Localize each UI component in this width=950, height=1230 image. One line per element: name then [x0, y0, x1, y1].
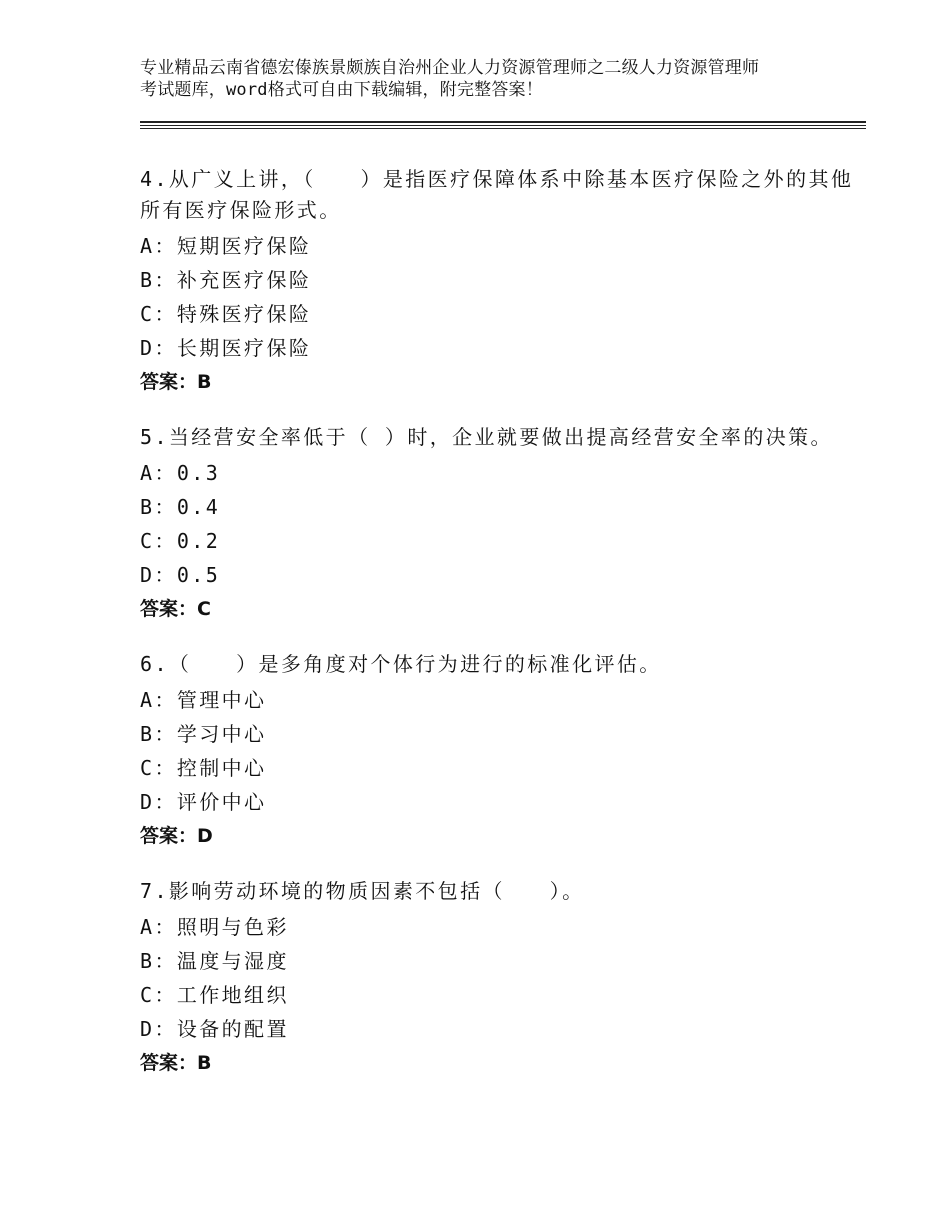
- header-divider-thick: [140, 121, 866, 123]
- option-c: C：控制中心: [140, 756, 267, 780]
- option-c: C：特殊医疗保险: [140, 302, 312, 326]
- option-d: D：长期医疗保险: [140, 336, 312, 360]
- option-c: C：工作地组织: [140, 983, 289, 1007]
- header-line-2: 考试题库，word格式可自由下载编辑，附完整答案！: [140, 80, 543, 100]
- question-6: [140, 649, 866, 853]
- answer-label: 答案：B: [140, 1052, 212, 1074]
- question-4: [140, 164, 866, 399]
- option-a: A：照明与色彩: [140, 915, 289, 939]
- question-stem: 6.（ ）是多角度对个体行为进行的标准化评估。: [140, 652, 662, 676]
- question-7: [140, 876, 866, 1080]
- question-stem: 4.从广义上讲，（ ）是指医疗保障体系中除基本医疗保险之外的其他所有医疗保险形式。: [140, 167, 854, 222]
- option-d: D：0.5: [140, 563, 221, 587]
- answer-label: 答案：C: [140, 598, 211, 620]
- option-b: B：补充医疗保险: [140, 268, 312, 292]
- option-b: B：温度与湿度: [140, 949, 289, 973]
- option-c: C：0.2: [140, 529, 221, 553]
- option-d: D：评价中心: [140, 790, 267, 814]
- header-line-1: 专业精品云南省德宏傣族景颇族自治州企业人力资源管理师之二级人力资源管理师: [140, 58, 760, 78]
- question-5: [140, 422, 866, 626]
- header-divider-thin: [140, 128, 866, 129]
- option-a: A：0.3: [140, 461, 221, 485]
- option-a: A：短期医疗保险: [140, 234, 312, 258]
- option-b: B：学习中心: [140, 722, 267, 746]
- answer-label: 答案：B: [140, 371, 212, 393]
- option-d: D：设备的配置: [140, 1017, 289, 1041]
- question-list: [140, 164, 866, 1103]
- document-header: [140, 57, 830, 101]
- option-b: B：0.4: [140, 495, 221, 519]
- question-stem: 5.当经营安全率低于（ ）时，企业就要做出提高经营安全率的决策。: [140, 425, 833, 449]
- question-stem: 7.影响劳动环境的物质因素不包括（ ）。: [140, 879, 585, 903]
- header-divider-thin: [140, 125, 866, 126]
- answer-label: 答案：D: [140, 825, 213, 847]
- option-a: A：管理中心: [140, 688, 267, 712]
